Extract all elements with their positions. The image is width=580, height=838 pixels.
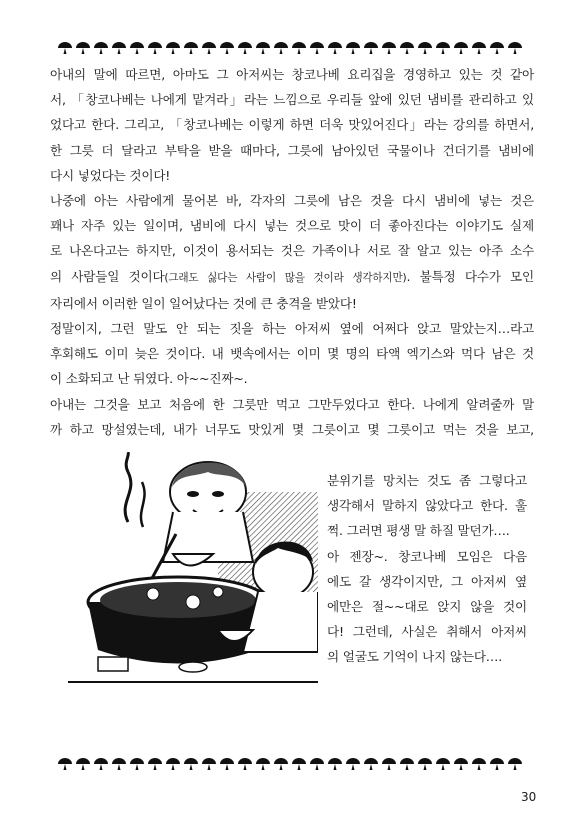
fan-ornament [256,42,270,54]
fan-ornament [472,42,486,54]
text-line: 에만은 절~~대로 앉지 않을 것이 [327,599,527,615]
fan-ornament [310,42,324,54]
paragraph-4 [50,392,534,442]
fan-ornament [274,758,288,770]
fan-ornament [346,758,360,770]
fan-ornament [274,42,288,54]
food-piece [186,595,200,609]
paragraph-2 [50,188,534,316]
text-line: 서, 「창코나베는 나에게 맡겨라」라는 느낌으로 우리들 앞에 있던 냄비를 관리하고 있 [50,92,534,108]
fan-ornament [328,758,342,770]
text-line: 에도 갈 생각이지만, 그 아저씨 옆 [327,573,527,589]
fan-ornament [328,42,342,54]
fan-ornament [400,42,414,54]
fan-ornament [112,42,126,54]
text-line: 쩍. 그러면 평생 말 하질 말던가…. [327,523,510,539]
fan-ornament [220,758,234,770]
fan-ornament [130,758,144,770]
fan-ornament [490,42,504,54]
body-text [50,62,534,442]
text-line [50,264,534,291]
hotpot-contents [100,582,256,618]
fan-ornament [166,758,180,770]
text-line: 아 젠장~. 창코나베 모임은 다음 [327,548,527,564]
fan-ornament [310,758,324,770]
fan-ornament [454,42,468,54]
fan-ornament [256,758,270,770]
steam-line [125,452,131,522]
fan-ornament [418,42,432,54]
fan-ornament [400,758,414,770]
fan-ornament [202,42,216,54]
fan-ornament [220,42,234,54]
fan-ornament [148,42,162,54]
text-segment: 의 사람들일 것이다 [50,268,165,284]
fan-ornament-row [56,40,524,56]
fan-ornament [292,42,306,54]
fan-ornament [382,758,396,770]
small-dish [179,662,207,672]
fan-ornament [454,758,468,770]
text-line: 나중에 아는 사람에게 물어본 바, 각자의 그릇에 남은 것을 다시 냄비에 넣는 것은 [50,193,534,209]
bowl [173,554,213,566]
text-line: 한 그릇 더 달라고 부탁을 받을 때마다, 그릇에 남아있던 국물이나 건더기를 냄비에 [50,142,534,158]
fan-ornament [346,42,360,54]
fan-ornament [436,758,450,770]
food-piece [147,588,159,600]
fan-ornament [364,42,378,54]
fan-ornament-row [56,756,524,772]
fan-ornament [436,42,450,54]
food-piece [213,587,223,597]
text-line: 이 소화되고 난 뒤였다. 아~~진짜~. [50,371,248,387]
fan-ornament [490,758,504,770]
text-line: 의 얼굴도 기억이 나지 않는다…. [327,649,502,665]
fan-ornament [238,42,252,54]
fan-ornament [508,758,522,770]
text-line: 로 나온다고는 하지만, 이것이 용서되는 것은 가족이나 서로 잘 알고 있는 아주 소수 [50,243,534,259]
text-line: 아내의 말에 따르면, 아마도 그 아저씨는 창코나베 요리집을 경영하고 있는 것 같아 [50,67,534,82]
paragraph-1 [50,62,534,188]
text-line: 정말이지, 그런 말도 안 되는 짓을 하는 아저씨 옆에 어쩌다 앉고 말았는지…라고 [50,321,534,337]
text-line: 분위기를 망치는 것도 좀 그렇다고 [327,473,527,488]
aside-note: (그래도 싫다는 사람이 많을 것이라 생각하지만) [164,271,407,284]
text-line: 자리에서 이러한 일이 일어났다는 것에 큰 충격을 받았다! [50,295,357,311]
text-line: 생각해서 말하지 않았다고 한다. 훌 [327,498,527,514]
hotpot-illustration [68,452,318,692]
top-decorative-border [56,40,524,56]
page-number: 30 [521,790,537,804]
fan-ornament [130,42,144,54]
text-line: 후회해도 이미 늦은 것이다. 내 뱃속에서는 이미 몇 명의 타액 엑기스와 먹다 남은 것 [50,346,534,362]
fan-ornament [184,758,198,770]
fan-ornament [148,758,162,770]
paragraph-3 [50,316,534,392]
text-line: 까 하고 망설였는데, 내가 너무도 맛있게 몇 그릇이고 몇 그릇이고 먹는 것을 보고, [50,421,534,437]
fan-ornament [184,42,198,54]
text-line: 아내는 그것을 보고 처음에 한 그릇만 먹고 그만두었다고 한다. 나에게 알려줄까 말 [50,396,534,412]
right-column-text [327,468,527,670]
fan-ornament [112,758,126,770]
fan-ornament [238,758,252,770]
fan-ornament [166,42,180,54]
paragraph-5 [327,544,527,670]
fan-ornament [292,758,306,770]
fan-ornament [94,758,108,770]
text-line: 었다고 한다. 그리고, 「창코나베는 이렇게 하면 더욱 맛있어진다」라는 강의를 하면서, [50,117,534,133]
text-segment: . 불특정 다수가 모인 [406,268,534,284]
woman-eye [212,491,224,497]
fan-ornament [472,758,486,770]
text-line: 꽤나 자주 있는 일이며, 냄비에 다시 넣는 것으로 맛이 더 좋아진다는 이야기도 실제 [50,218,534,234]
fan-ornament [76,42,90,54]
fan-ornament [364,758,378,770]
woman-eye [187,491,199,497]
chopstick-rest [98,657,128,671]
steam-line [141,482,145,527]
text-line: 다! 그런데, 사실은 취해서 아저씨 [327,624,527,640]
fan-ornament [508,42,522,54]
fan-ornament [58,42,72,54]
fan-ornament [76,758,90,770]
fan-ornament [58,758,72,770]
fan-ornament [418,758,432,770]
fan-ornament [94,42,108,54]
fan-ornament [382,42,396,54]
text-line: 다시 넣었다는 것이다! [50,167,171,183]
paragraph-4-continued [327,468,527,544]
fan-ornament [202,758,216,770]
bottom-decorative-border [56,756,524,772]
